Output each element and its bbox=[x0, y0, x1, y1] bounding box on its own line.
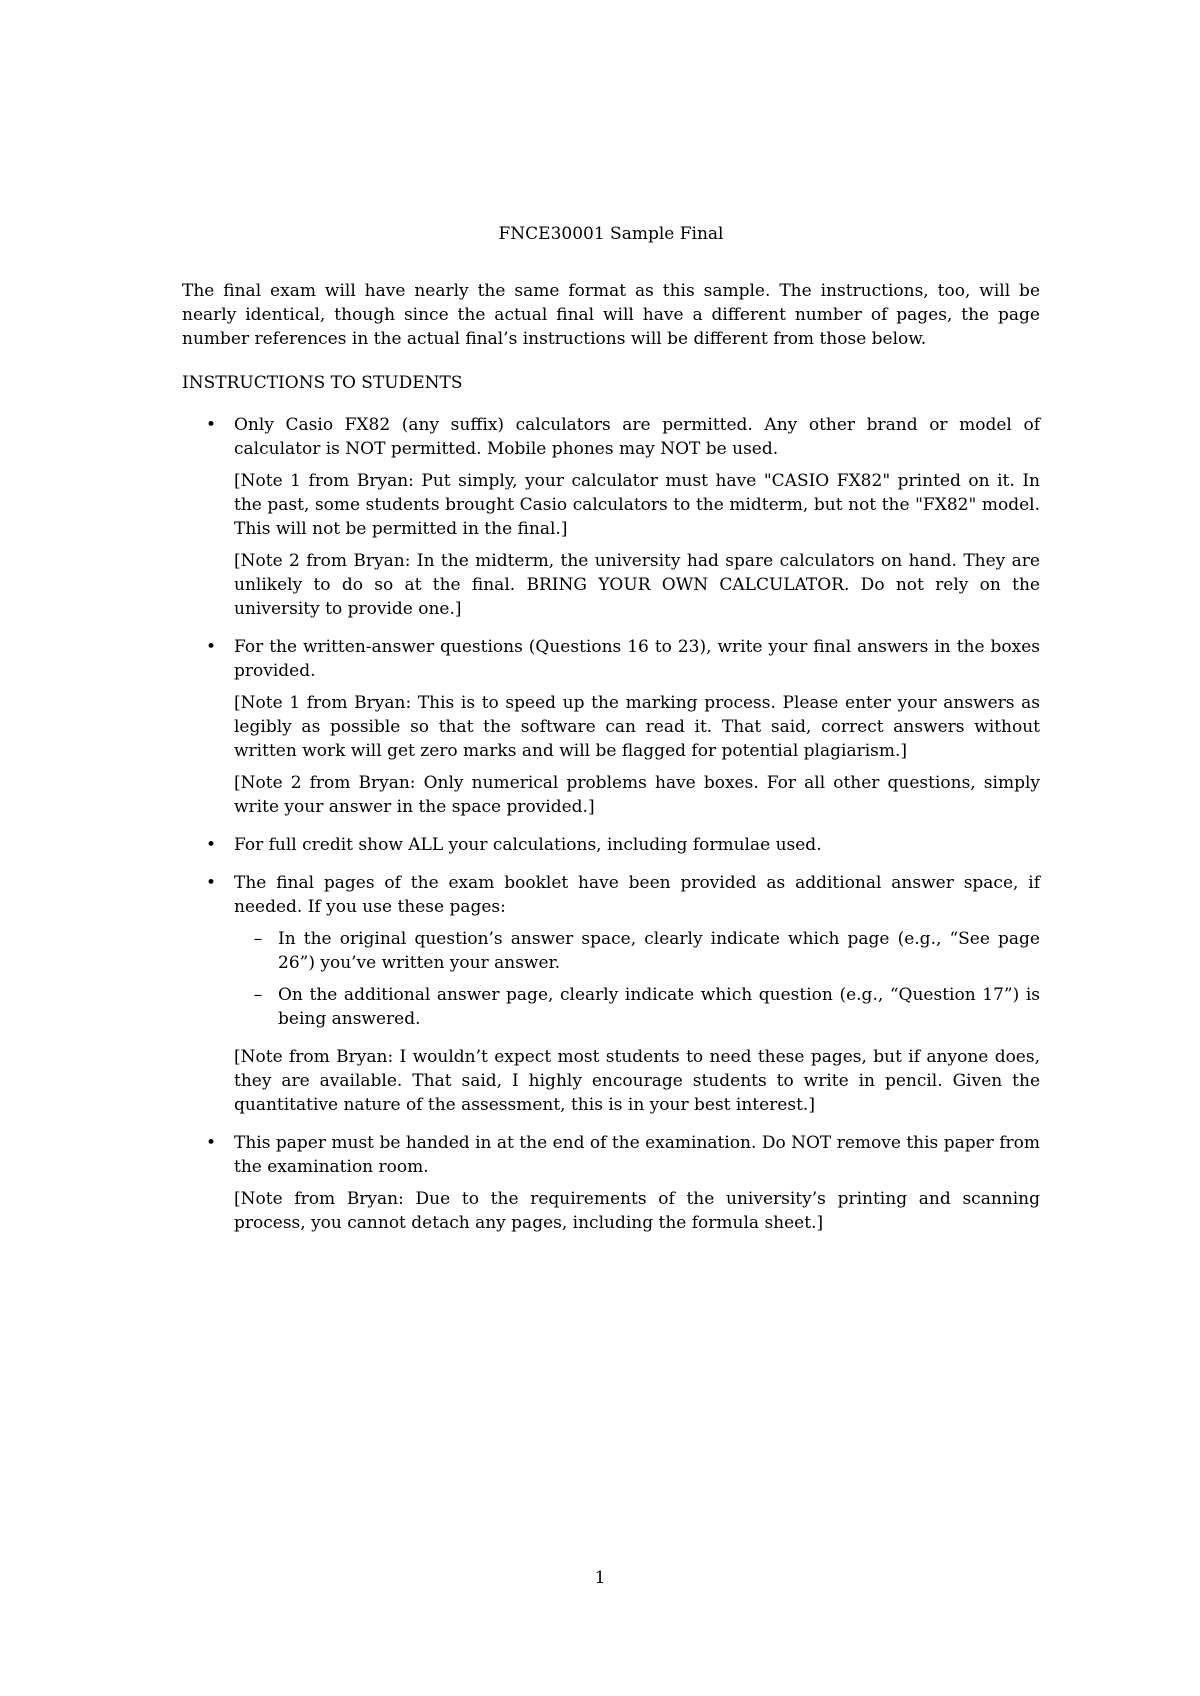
instruction-text: For full credit show ALL your calculations, including formulae used. bbox=[234, 835, 822, 855]
sub-list bbox=[234, 927, 1040, 1031]
instruction-item-calculations bbox=[182, 833, 1040, 857]
instructions-list bbox=[182, 413, 1040, 1235]
instruction-text: The final pages of the exam booklet have been provided as additional answer space, if needed. If you use these pages: bbox=[234, 873, 1040, 917]
bullet-icon: • bbox=[205, 637, 217, 657]
note-paragraph: [Note 1 from Bryan: This is to speed up the marking process. Please enter your answers as legibly as possible so that the software can read it. That said, correct answers without written work will get zero marks and will be flagged for potential plagiarism.] bbox=[234, 693, 1040, 761]
instruction-text: Only Casio FX82 (any suffix) calculators are permitted. Any other brand or model of calculator is NOT permitted. Mobile phones may NOT be used. bbox=[234, 415, 1040, 459]
page-content bbox=[182, 222, 1040, 1249]
dash-icon: – bbox=[253, 929, 263, 949]
sub-item-text: On the additional answer page, clearly indicate which question (e.g., “Question 17”) is being answered. bbox=[278, 985, 1040, 1029]
note-paragraph: [Note from Bryan: Due to the requirements of the university’s printing and scanning process, you cannot detach any pages, including the formula sheet.] bbox=[234, 1189, 1040, 1233]
instruction-text: For the written-answer questions (Questions 16 to 23), write your final answers in the boxes provided. bbox=[234, 637, 1040, 681]
note-paragraph: [Note 2 from Bryan: Only numerical problems have boxes. For all other questions, simply write your answer in the space provided.] bbox=[234, 773, 1040, 817]
bullet-icon: • bbox=[205, 873, 217, 893]
sub-item bbox=[234, 983, 1040, 1031]
bullet-icon: • bbox=[205, 415, 217, 435]
instruction-item-hand-in bbox=[182, 1131, 1040, 1235]
sub-item bbox=[234, 927, 1040, 975]
note-paragraph: [Note from Bryan: I wouldn’t expect most students to need these pages, but if anyone does, they are available. That said, I highly encourage students to write in pencil. Given the quantitative nature of the assessment, this is in your best interest.] bbox=[234, 1047, 1040, 1115]
dash-icon: – bbox=[253, 985, 263, 1005]
intro-paragraph: The final exam will have nearly the same format as this sample. The instructions, too, will be nearly identical, though since the actual final will have a different number of pages, the page number references in the actual final’s instructions will be different from those below. bbox=[182, 281, 1040, 349]
sub-item-text: In the original question’s answer space, clearly indicate which page (e.g., “See page 26”) you’ve written your answer. bbox=[278, 929, 1040, 973]
instruction-item-additional-pages bbox=[182, 871, 1040, 1117]
note-paragraph: [Note 2 from Bryan: In the midterm, the university had spare calculators on hand. They are unlikely to do so at the final. BRING YOUR OWN CALCULATOR. Do not rely on the university to provide one.] bbox=[234, 551, 1040, 619]
instruction-item-answer-boxes bbox=[182, 635, 1040, 819]
note-paragraph: [Note 1 from Bryan: Put simply, your calculator must have "CASIO FX82" printed on it. In the past, some students brought Casio calculators to the midterm, but not the "FX82" model. This will not be permitted in the final.] bbox=[234, 471, 1040, 539]
instructions-heading: INSTRUCTIONS TO STUDENTS bbox=[182, 373, 463, 393]
bullet-icon: • bbox=[205, 835, 217, 855]
document-title: FNCE30001 Sample Final bbox=[498, 224, 724, 244]
page-number: 1 bbox=[594, 1568, 606, 1588]
bullet-icon: • bbox=[205, 1133, 217, 1153]
instruction-item-calculators bbox=[182, 413, 1040, 621]
instruction-text: This paper must be handed in at the end of the examination. Do NOT remove this paper from the examination room. bbox=[234, 1133, 1040, 1177]
